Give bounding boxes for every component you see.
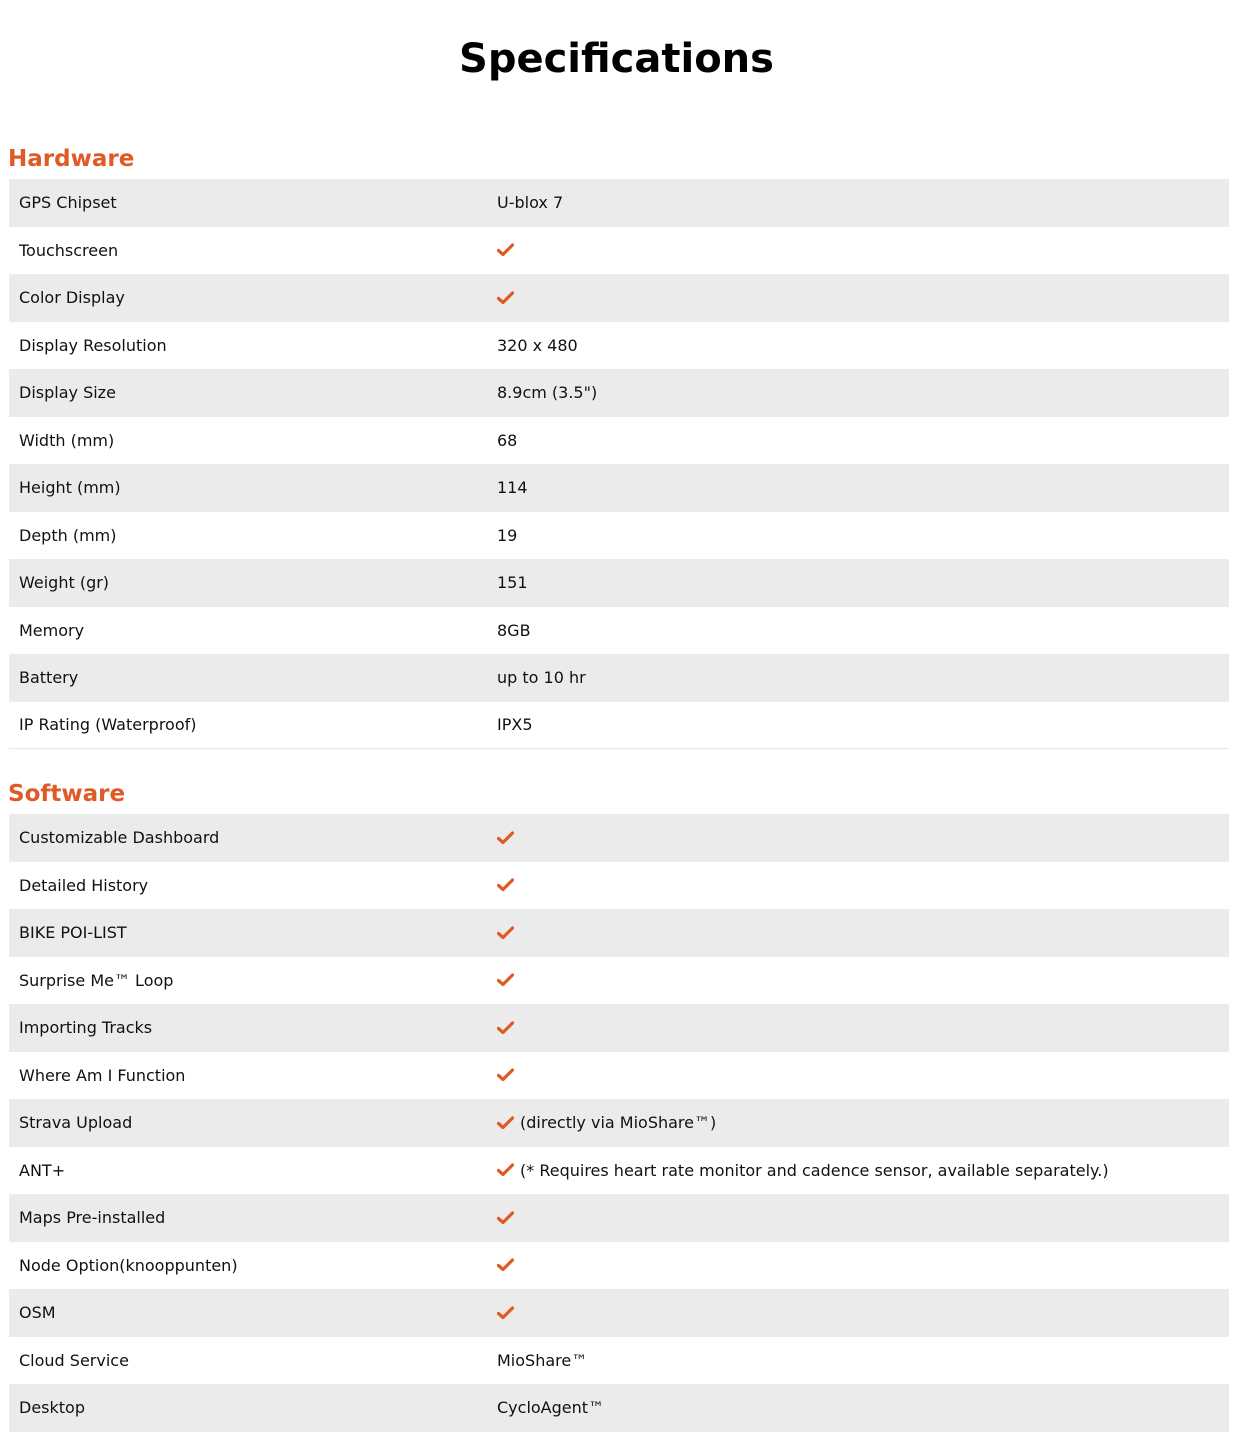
spec-row-detailed-history (9, 862, 1229, 910)
spec-value (497, 1021, 1229, 1035)
spec-value (497, 478, 1229, 497)
spec-value (497, 1211, 1229, 1225)
spec-row-memory (9, 607, 1229, 655)
checkmark-icon (497, 243, 514, 257)
spec-value (497, 1113, 1229, 1132)
spec-value (497, 715, 1229, 734)
spec-value (497, 926, 1229, 940)
spec-value-text: CycloAgent™ (497, 1398, 605, 1418)
spec-label: ANT+ (19, 1160, 66, 1180)
spec-value-text: 151 (497, 573, 528, 593)
spec-value (497, 1161, 1229, 1180)
spec-value (497, 621, 1229, 640)
checkmark-icon (497, 1211, 514, 1225)
spec-row-customizable-dashboard (9, 814, 1229, 862)
checkmark-icon (497, 1021, 514, 1035)
spec-label: Memory (19, 620, 85, 640)
spec-value-text: 320 x 480 (497, 335, 578, 355)
spec-value (497, 878, 1229, 892)
spec-label: Display Resolution (19, 335, 167, 355)
spec-note: (directly via MioShare™) (520, 1113, 717, 1133)
spec-label: Strava Upload (19, 1113, 133, 1133)
checkmark-icon (497, 1258, 514, 1272)
spec-label: Battery (19, 668, 79, 688)
checkmark-icon (497, 291, 514, 305)
spec-label: BIKE POI-LIST (19, 923, 127, 943)
spec-value-text: 68 (497, 430, 518, 450)
spec-value (497, 291, 1229, 305)
spec-row-maps-pre-installed (9, 1194, 1229, 1242)
spec-value-text: 8GB (497, 620, 531, 640)
spec-label: Surprise Me™ Loop (19, 970, 174, 990)
spec-value (497, 1351, 1229, 1370)
checkmark-icon (497, 1163, 514, 1177)
spec-label: Where Am I Function (19, 1065, 186, 1085)
spec-label: Maps Pre-installed (19, 1208, 166, 1228)
spec-row-battery (9, 654, 1229, 702)
checkmark-icon (497, 1306, 514, 1320)
spec-label: Color Display (19, 288, 125, 308)
spec-value (497, 573, 1229, 592)
spec-label: Desktop (19, 1398, 85, 1418)
spec-row-importing-tracks (9, 1004, 1229, 1052)
checkmark-icon (497, 1116, 514, 1130)
spec-row-weight-gr (9, 559, 1229, 607)
spec-label: Cloud Service (19, 1350, 129, 1370)
spec-row-display-size (9, 369, 1229, 417)
spec-row-ant (9, 1147, 1229, 1195)
spec-row-gps-chipset (9, 179, 1229, 227)
spec-value (497, 1068, 1229, 1082)
spec-value (497, 1258, 1229, 1272)
spec-row-depth-mm (9, 512, 1229, 560)
spec-row-color-display (9, 274, 1229, 322)
hardware-heading: Hardware (8, 146, 135, 172)
page-title: Specifications (459, 36, 774, 82)
spec-label: Node Option(knooppunten) (19, 1255, 238, 1275)
spec-value (497, 243, 1229, 257)
spec-row-strava-upload (9, 1099, 1229, 1147)
spec-value-text: 19 (497, 525, 518, 545)
spec-value (497, 431, 1229, 450)
spec-label: Importing Tracks (19, 1018, 153, 1038)
spec-row-bike-poi-list (9, 909, 1229, 957)
spec-value (497, 831, 1229, 845)
checkmark-icon (497, 831, 514, 845)
spec-value (497, 383, 1229, 402)
spec-label: GPS Chipset (19, 193, 117, 213)
spec-row-osm (9, 1289, 1229, 1337)
spec-row-ip-rating-waterproof (9, 702, 1229, 750)
spec-value (497, 973, 1229, 987)
spec-value-text: IPX5 (497, 715, 533, 735)
spec-label: Touchscreen (19, 240, 119, 260)
spec-value-text: 114 (497, 478, 528, 498)
spec-label: Height (mm) (19, 478, 121, 498)
spec-label: Width (mm) (19, 430, 115, 450)
spec-value (497, 668, 1229, 687)
spec-label: Customizable Dashboard (19, 828, 220, 848)
spec-value (497, 1398, 1229, 1417)
hardware-spec-table (9, 179, 1229, 749)
spec-label: Detailed History (19, 875, 149, 895)
spec-value-text: up to 10 hr (497, 668, 586, 688)
spec-row-where-am-i-function (9, 1052, 1229, 1100)
spec-row-display-resolution (9, 322, 1229, 370)
checkmark-icon (497, 878, 514, 892)
checkmark-icon (497, 926, 514, 940)
spec-row-surprise-me-loop (9, 957, 1229, 1005)
spec-value-text: 8.9cm (3.5") (497, 383, 598, 403)
checkmark-icon (497, 973, 514, 987)
spec-row-touchscreen (9, 227, 1229, 275)
spec-row-desktop (9, 1384, 1229, 1432)
spec-value-text: U-blox 7 (497, 193, 564, 213)
spec-label: IP Rating (Waterproof) (19, 715, 197, 735)
spec-label: Display Size (19, 383, 116, 403)
spec-row-height-mm (9, 464, 1229, 512)
spec-value-text: MioShare™ (497, 1350, 588, 1370)
spec-value (497, 193, 1229, 212)
spec-label: OSM (19, 1303, 56, 1323)
spec-value (497, 526, 1229, 545)
software-spec-table (9, 814, 1229, 1432)
spec-row-node-option-knooppunten (9, 1242, 1229, 1290)
software-heading: Software (8, 781, 126, 807)
spec-label: Depth (mm) (19, 525, 117, 545)
spec-row-cloud-service (9, 1337, 1229, 1385)
spec-value (497, 336, 1229, 355)
checkmark-icon (497, 1068, 514, 1082)
spec-row-width-mm (9, 417, 1229, 465)
spec-label: Weight (gr) (19, 573, 110, 593)
spec-note: (* Requires heart rate monitor and cadence sensor, available separately.) (520, 1160, 1109, 1180)
spec-value (497, 1306, 1229, 1320)
